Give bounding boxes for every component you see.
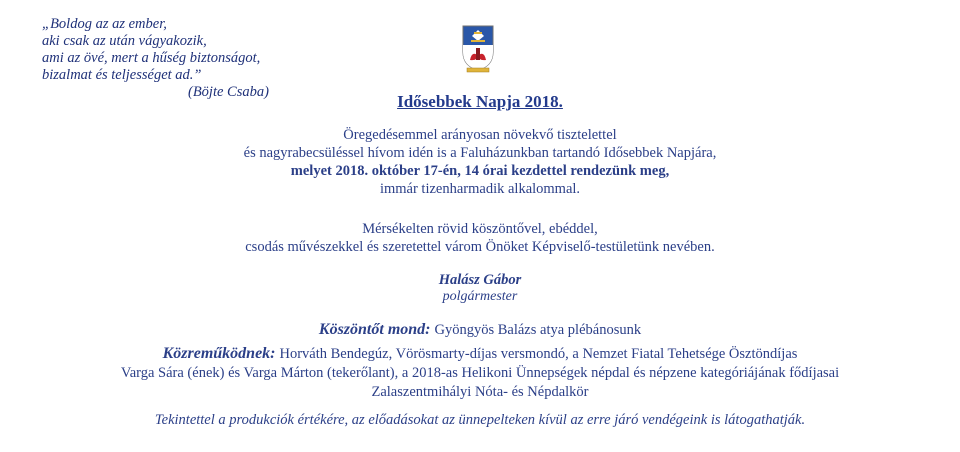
- contributors: [0, 344, 960, 402]
- quote-line: ami az övé, mert a hűség biztonságot,: [42, 50, 261, 66]
- program-line: csodás művészekkel és szeretettel várom Önöket Képviselő-testületünk nevében.: [245, 239, 715, 255]
- quote-line: bizalmat és teljességet ad.”: [42, 67, 202, 83]
- invitation-date-line: melyet 2018. október 17-én, 14 órai kezdettel rendezünk meg,: [290, 163, 670, 179]
- motto-quote: [42, 16, 269, 101]
- signature: [0, 272, 960, 305]
- invitation-line: Öregedésemmel arányosan növekvő tisztelettel: [343, 127, 617, 143]
- contributors-text: Horváth Bendegúz, Vörösmarty-díjas versmondó, a Nemzet Fiatal Tehetsége Ösztöndíjas: [279, 346, 798, 362]
- quote-line: aki csak az után vágyakozik,: [42, 33, 207, 49]
- page-title: Idősebbek Napja 2018.: [397, 92, 563, 111]
- contributors-label: Közreműködnek:: [162, 345, 276, 362]
- contributors-line: [0, 344, 960, 364]
- program-paragraph: [0, 220, 960, 256]
- contributors-line: Zalaszentmihályi Nóta- és Népdalkör: [371, 384, 589, 400]
- greeting-line: [0, 321, 960, 339]
- greeting-label: Köszöntőt mond:: [318, 321, 431, 338]
- contributors-line: Varga Sára (ének) és Varga Márton (tekerőlant), a 2018-as Helikoni Ünnepségek népdal és népzene kategóriájának fődíjasai: [120, 365, 840, 381]
- invitation-paragraph: [0, 126, 960, 198]
- quote-author: (Böjte Csaba): [188, 84, 269, 100]
- program-line: Mérsékelten rövid köszöntővel, ebéddel,: [362, 221, 598, 237]
- invitation-line: immár tizenharmadik alkalommal.: [379, 181, 581, 197]
- invitation-line: és nagyrabecsüléssel hívom idén is a Faluházunkban tartandó Idősebbek Napjára,: [243, 145, 717, 161]
- municipal-coat-of-arms-icon: [460, 22, 496, 74]
- quote-line: „Boldog az az ember,: [42, 16, 167, 32]
- signature-role: polgármester: [442, 289, 518, 304]
- greeting-text: Gyöngyös Balázs atya plébánosunk: [434, 322, 642, 338]
- signature-name: Halász Gábor: [438, 272, 522, 288]
- attendance-note: Tekintettel a produkciók értékére, az előadásokat az ünnepelteken kívül az erre járó vendégeink is látogathatják.: [154, 412, 806, 428]
